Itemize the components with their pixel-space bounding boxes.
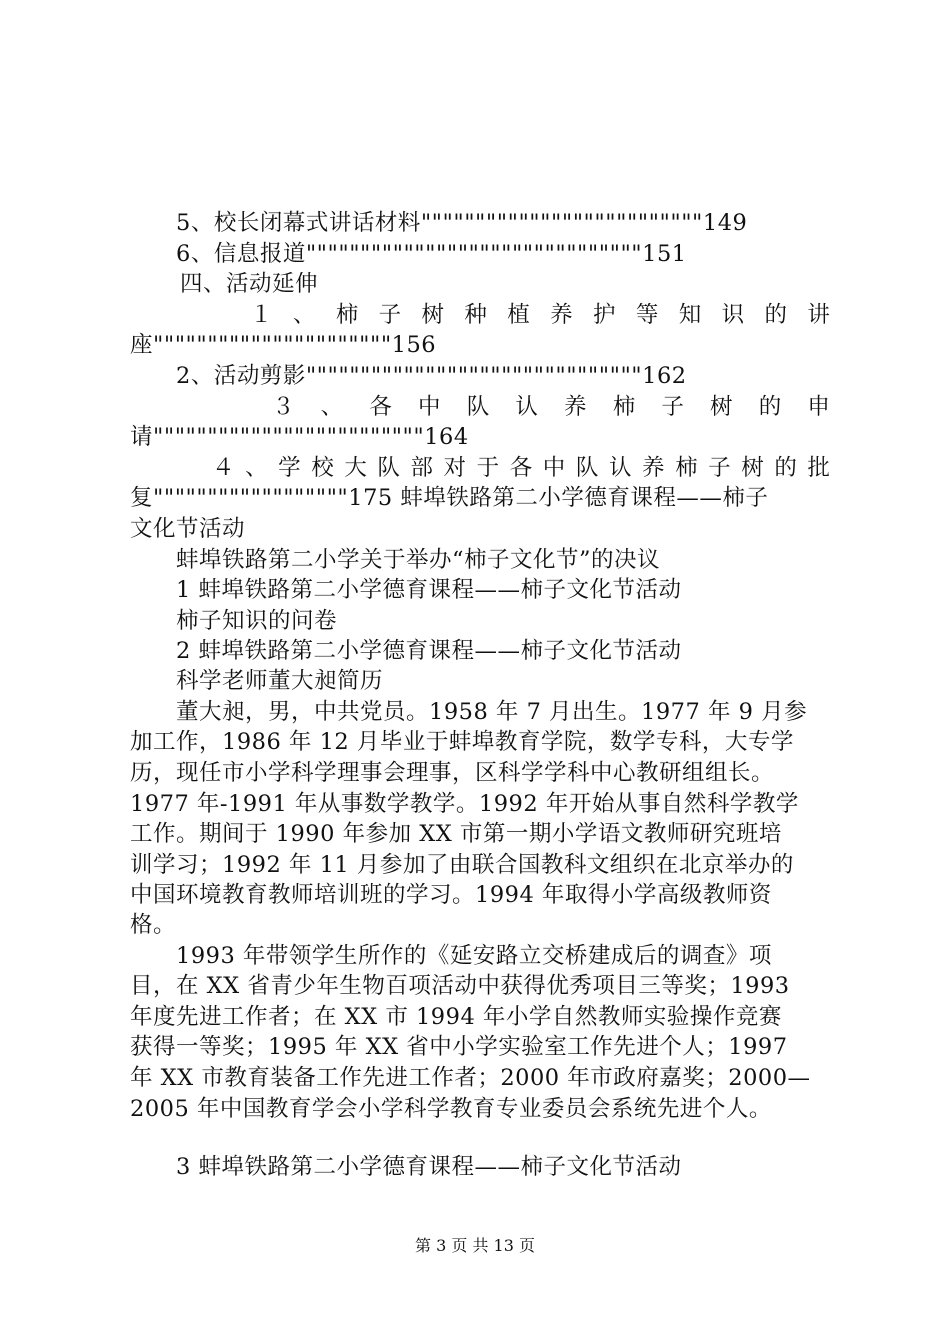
toc-item-5: 5、校长闭幕式讲话材料""""""""""""""""""""""""""149 xyxy=(176,210,748,236)
spaced-character: 树 xyxy=(421,302,445,328)
resume-paragraph-1-line: 历，现任市小学科学理事会理事，区科学学科中心教研组组长。 xyxy=(130,760,775,786)
spaced-character: 学 xyxy=(278,455,301,481)
toc-item-6: 6、信息报道"""""""""""""""""""""""""""""""151 xyxy=(176,241,687,267)
spaced-character: 子 xyxy=(661,394,684,420)
toc-extension-1 xyxy=(250,300,830,330)
resume-title: 科学老师董大昶简历 xyxy=(176,668,384,694)
spaced-character: 种 xyxy=(464,302,487,328)
spaced-character: 中 xyxy=(418,394,441,420)
spaced-character: 养 xyxy=(642,455,665,481)
spaced-character: 讲 xyxy=(807,302,830,328)
spaced-character: 养 xyxy=(550,302,573,328)
spaced-character: １ xyxy=(250,302,273,328)
spaced-character: 对 xyxy=(443,455,467,481)
spaced-character: 、 xyxy=(245,455,268,481)
spaced-character: 子 xyxy=(708,455,731,481)
page-number-footer: 第 3 页 共 13 页 xyxy=(415,1236,535,1255)
spaced-character: 中 xyxy=(542,455,566,481)
spaced-character: 护 xyxy=(593,302,616,328)
resume-paragraph-1-line: 训学习；1992 年 11 月参加了由联合国教科文组织在北京举办的 xyxy=(130,852,794,878)
spaced-character: 植 xyxy=(507,302,530,328)
resume-paragraph-1-line: 加工作，1986 年 12 月毕业于蚌埠教育学院，数学专科，大专学 xyxy=(130,729,794,755)
toc-extension-3-continued: 请"""""""""""""""""""""""""164 xyxy=(130,424,469,450)
spaced-character: 、 xyxy=(320,394,344,420)
resume-paragraph-2-line: 年 XX 市教育装备工作先进工作者；2000 年市政府嘉奖；2000— xyxy=(130,1065,811,1091)
spaced-character: 树 xyxy=(710,394,733,420)
spaced-character: ３ xyxy=(272,394,295,420)
resolution-title: 蚌埠铁路第二小学关于举办“柿子文化节”的决议 xyxy=(176,547,661,573)
spaced-character: 认 xyxy=(608,455,632,481)
toc-extension-1-continued: 座""""""""""""""""""""""156 xyxy=(130,332,437,358)
spaced-character: 批 xyxy=(807,455,830,481)
toc-extension-3 xyxy=(272,392,830,422)
toc-extension-4 xyxy=(212,453,830,483)
spaced-character: 队 xyxy=(377,455,400,481)
spaced-character: 子 xyxy=(378,302,402,328)
spaced-character: 申 xyxy=(807,394,830,420)
spaced-character: 柿 xyxy=(675,455,698,481)
spaced-character: 部 xyxy=(410,455,433,481)
spaced-character: 大 xyxy=(344,455,367,481)
spaced-character: 队 xyxy=(466,394,490,420)
spaced-character: 各 xyxy=(369,394,392,420)
toc-extension-2: 2、活动剪影"""""""""""""""""""""""""""""""162 xyxy=(176,363,687,389)
spaced-character: 识 xyxy=(721,302,745,328)
resume-paragraph-1-line: 中国环境教育教师培训班的学习。1994 年取得小学高级教师资 xyxy=(130,882,772,908)
spaced-character: 养 xyxy=(564,394,587,420)
resume-paragraph-2-line: 1993 年带领学生所作的《延安路立交桥建成后的调查》项 xyxy=(176,943,772,969)
resume-paragraph-1-line: 工作。期间于 1990 年参加 XX 市第一期小学语文教师研究班培 xyxy=(130,821,782,847)
section-header-2: 2 蚌埠铁路第二小学德育课程——柿子文化节活动 xyxy=(176,638,682,664)
resume-paragraph-1-line: 1977 年-1991 年从事数学教学。1992 年开始从事自然科学教学 xyxy=(130,791,799,817)
resume-paragraph-1-line: 格。 xyxy=(130,912,177,938)
spaced-character: 知 xyxy=(678,302,702,328)
questionnaire-title: 柿子知识的问卷 xyxy=(176,608,338,634)
spaced-character: 校 xyxy=(311,455,334,481)
section-heading-extension: 四、活动延伸 xyxy=(180,271,319,297)
resume-paragraph-2-line: 2005 年中国教育学会小学科学教育专业委员会系统先进个人。 xyxy=(130,1096,772,1122)
toc-extension-4-continued: 复""""""""""""""""""175 蚌埠铁路第二小学德育课程——柿子 xyxy=(130,485,769,511)
resume-paragraph-2-line: 获得一等奖；1995 年 XX 省中小学实验室工作先进个人；1997 xyxy=(130,1034,788,1060)
spaced-character: 柿 xyxy=(612,394,636,420)
spaced-character: 的 xyxy=(758,394,782,420)
resume-paragraph-2-line: 目，在 XX 省青少年生物百项活动中获得优秀项目三等奖；1993 xyxy=(130,973,790,999)
spaced-character: 柿 xyxy=(335,302,359,328)
section-header-3: 3 蚌埠铁路第二小学德育课程——柿子文化节活动 xyxy=(176,1154,682,1180)
spaced-character: 、 xyxy=(292,302,316,328)
resume-paragraph-1-line: 董大昶，男，中共党员。1958 年 7 月出生。1977 年 9 月参 xyxy=(176,699,808,725)
spaced-character: 的 xyxy=(764,302,788,328)
spaced-character: 于 xyxy=(476,455,500,481)
spaced-character: 树 xyxy=(741,455,764,481)
spaced-character: 队 xyxy=(575,455,599,481)
spaced-character: 等 xyxy=(635,302,659,328)
section-header-1: 1 蚌埠铁路第二小学德育课程——柿子文化节活动 xyxy=(176,577,682,603)
spaced-character: 的 xyxy=(774,455,797,481)
spaced-character: 认 xyxy=(515,394,538,420)
toc-extension-4-continued-2: 文化节活动 xyxy=(130,516,246,542)
spaced-character: 各 xyxy=(509,455,533,481)
spaced-character: ４ xyxy=(212,455,235,481)
resume-paragraph-2-line: 年度先进工作者；在 XX 市 1994 年小学自然教师实验操作竞赛 xyxy=(130,1004,782,1030)
